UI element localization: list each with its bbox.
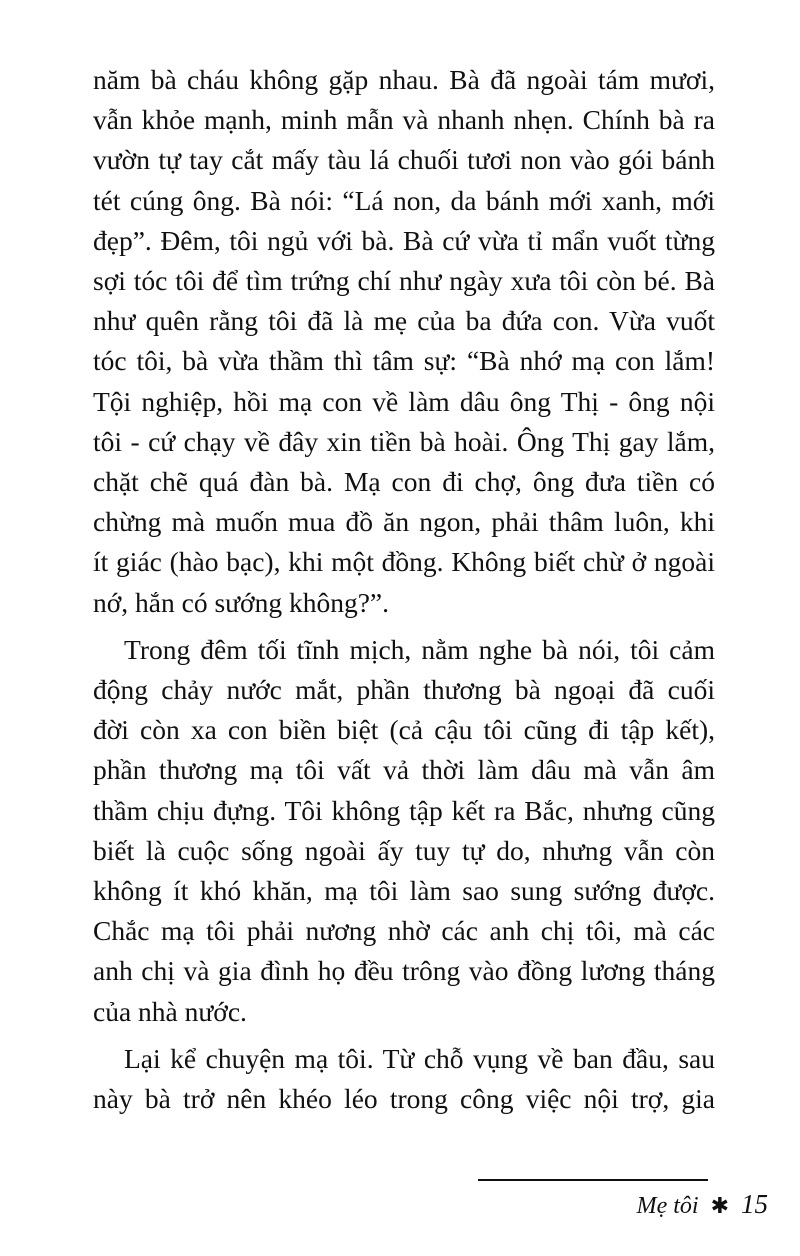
text-line: ít giác (hào bạc), khi một đồng. Không biết chừ ở ngoài [93, 546, 715, 578]
text-line: vẫn khỏe mạnh, minh mẫn và nhanh nhẹn. Chính bà ra [93, 104, 715, 136]
text-line: của nhà nước. [93, 995, 247, 1027]
running-footer [637, 1189, 768, 1220]
text-line: tóc tôi, bà vừa thầm thì tâm sự: “Bà nhớ mạ con lắm! [93, 345, 715, 377]
text-line: chừng mà muốn mua đồ ăn ngon, phải thâm luôn, khi [93, 506, 715, 538]
text-line: đời còn xa con biền biệt (cả cậu tôi cũng đi tập kết), [93, 714, 715, 746]
text-line: tôi - cứ chạy về đây xin tiền bà hoài. Ông Thị gay lắm, [93, 425, 715, 457]
footer-rule [478, 1179, 708, 1181]
text-line: như quên rằng tôi đã là mẹ của ba đứa con. Vừa vuốt [93, 305, 715, 337]
asterisk-ornament-icon: ✱ [710, 1193, 729, 1218]
text-line: chặt chẽ quá đàn bà. Mạ con đi chợ, ông đưa tiền có [93, 466, 715, 498]
text-line: Lại kể chuyện mạ tôi. Từ chỗ vụng về ban đầu, sau [124, 1042, 715, 1074]
text-line: anh chị và gia đình họ đều trông vào đồng lương tháng [93, 955, 715, 987]
text-line: sợi tóc tôi để tìm trứng chí như ngày xưa tôi còn bé. Bà [93, 265, 715, 297]
text-line: Trong đêm tối tĩnh mịch, nằm nghe bà nói, tôi cảm [124, 633, 715, 665]
body-text [93, 60, 715, 1119]
paragraph-2 [93, 630, 715, 1032]
text-line: nớ, hắn có sướng không?”. [93, 586, 390, 618]
text-line: không ít khó khăn, mạ tôi làm sao sung sướng được. [93, 875, 715, 907]
paragraph-1 [93, 60, 715, 623]
text-line: biết là cuộc sống ngoài ấy tuy tự do, nhưng vẫn còn [93, 834, 715, 866]
text-line: tét cúng ông. Bà nói: “Lá non, da bánh mới xanh, mới [93, 184, 715, 216]
running-title: Mẹ tôi [636, 1193, 699, 1219]
page-number: 15 [741, 1189, 768, 1219]
text-line: năm bà cháu không gặp nhau. Bà đã ngoài tám mươi, [93, 64, 715, 95]
text-line: thầm chịu đựng. Tôi không tập kết ra Bắc, nhưng cũng [93, 794, 715, 826]
paragraph-3 [93, 1039, 715, 1119]
text-line: Tội nghiệp, hồi mạ con về làm dâu ông Thị - ông nội [93, 385, 715, 417]
text-line: vườn tự tay cắt mấy tàu lá chuối tươi non vào gói bánh [93, 144, 715, 176]
text-line: động chảy nước mắt, phần thương bà ngoại đã cuối [93, 674, 715, 706]
text-line: này bà trở nên khéo léo trong công việc nội trợ, gia [93, 1083, 715, 1115]
text-line: đẹp”. Đêm, tôi ngủ với bà. Bà cứ vừa tỉ mẩn vuốt từng [93, 224, 715, 256]
text-line: Chắc mạ tôi phải nương nhờ các anh chị tôi, mà các [93, 915, 715, 947]
text-line: phần thương mạ tôi vất vả thời làm dâu mà vẫn âm [93, 754, 715, 786]
